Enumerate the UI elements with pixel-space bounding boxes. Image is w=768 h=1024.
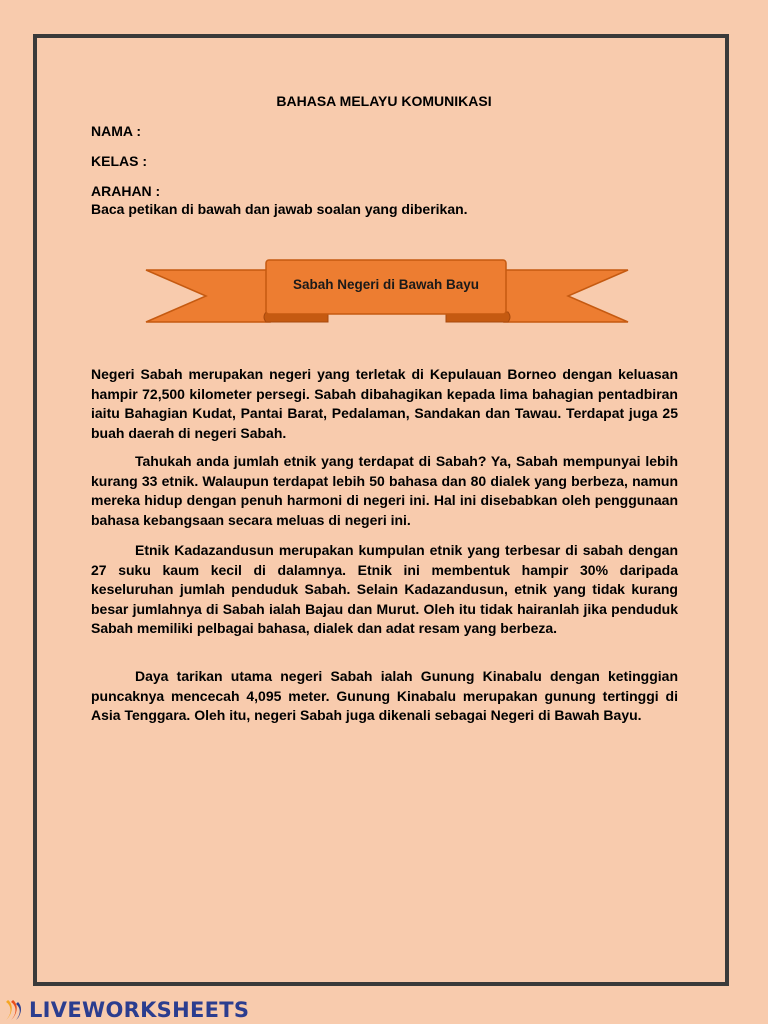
ribbon-left-tail — [146, 270, 270, 322]
arahan-text: Baca petikan di bawah dan jawab soalan yang diberikan. — [91, 201, 468, 217]
arahan-label: ARAHAN : — [91, 183, 161, 199]
passage-paragraph-4: Daya tarikan utama negeri Sabah ialah Gunung Kinabalu dengan ketinggian puncaknya mencecah 4,095 meter. Gunung Kinabalu merupakan gunung tertinggi di Asia Tenggara. Oleh itu, negeri Sabah juga dikenali sebagai Negeri di Bawah Bayu. — [91, 668, 678, 723]
liveworksheets-logo-icon — [4, 998, 26, 1022]
banner-title: Sabah Negeri di Bawah Bayu — [292, 277, 480, 292]
ribbon-banner — [144, 256, 630, 328]
passage-paragraph-2: Tahukah anda jumlah etnik yang terdapat di Sabah? Ya, Sabah mempunyai lebih kurang 33 etnik. Walaupun terdapat lebih 50 bahasa dan 80 dialek yang berbeza, namun mereka hidup dengan penuh harmoni di negeri ini. Hal ini disebabkan oleh penggunaan bahasa kebangsaan secara meluas di negeri ini. — [91, 453, 678, 528]
passage-paragraph-3: Etnik Kadazandusun merupakan kumpulan etnik yang terbesar di sabah dengan 27 suku kaum kecil di dalamnya. Etnik ini membentuk hampir 30% daripada keseluruhan jumlah penduduk Sabah. Selain Kadazandusun, etnik yang tidak kurang besar jumlahnya di Sabah ialah Bajau dan Murut. Oleh itu tidak hairanlah jika penduduk Sabah memiliki pelbagai bahasa, dialek dan adat resam yang berbeza. — [91, 542, 678, 636]
footer-brand[interactable] — [4, 996, 249, 1024]
nama-label: NAMA : — [91, 123, 142, 139]
page-title: BAHASA MELAYU KOMUNIKASI — [276, 93, 492, 109]
passage-paragraph-1: Negeri Sabah merupakan negeri yang terletak di Kepulauan Borneo dengan keluasan hampir 72,500 kilometer persegi. Sabah dibahagikan kepada lima bahagian pentadbiran iaitu Bahagian Kudat, Pantai Barat, Pedalaman, Sandakan dan Tawau. Terdapat juga 25 buah daerah di negeri Sabah. — [91, 366, 678, 441]
kelas-label: KELAS : — [91, 153, 147, 169]
ribbon-right-tail — [504, 270, 628, 322]
footer-brand-text: LIVEWORKSHEETS — [29, 998, 250, 1022]
